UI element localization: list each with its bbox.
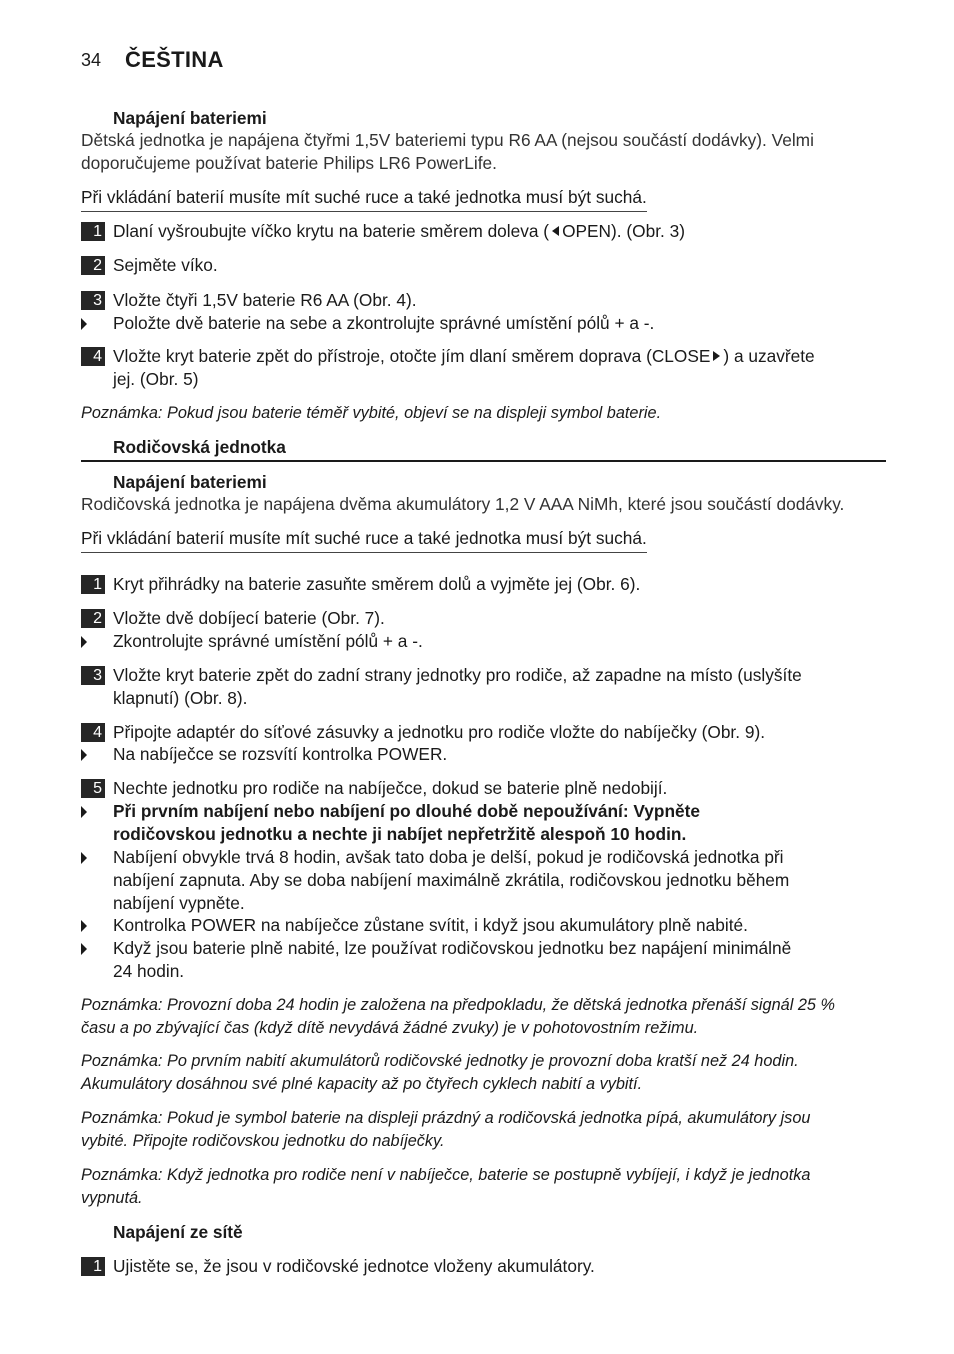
section-heading-battery-power: Napájení bateriemi	[113, 108, 267, 128]
bullet-text-continued: nabíjení vypněte.	[113, 893, 245, 913]
step-text: Kryt přihrádky na baterie zasuňte směrem dolů a vyjměte jej (Obr. 6).	[113, 574, 641, 594]
step-item	[81, 254, 886, 277]
step-number: 1	[81, 575, 105, 594]
step-text-continued: klapnutí) (Obr. 8).	[113, 688, 248, 708]
bullet-icon	[81, 318, 87, 330]
bullet-icon	[81, 943, 87, 955]
step-text: Sejměte víko.	[113, 255, 218, 275]
arrow-left-icon	[552, 226, 559, 236]
intro-line: Dětská jednotka je napájena čtyřmi 1,5V bateriemi typu R6 AA (nejsou součástí dodávky). Velmi	[81, 130, 814, 150]
bullet-item	[81, 914, 886, 937]
step-number: 5	[81, 779, 105, 798]
step-number: 4	[81, 347, 105, 366]
note	[81, 994, 886, 1040]
step-text: Připojte adaptér do síťové zásuvky a jednotku pro rodiče vložte do nabíječky (Obr. 9).	[113, 722, 765, 742]
note-line: vypnutá.	[81, 1189, 143, 1207]
bullet-text: Položte dvě baterie na sebe a zkontrolujte správné umístění pólů + a -.	[113, 313, 655, 333]
bullet-item	[81, 846, 886, 915]
bullet-text: Při prvním nabíjení nebo nabíjení po dlouhé době nepoužívání: Vypněte	[113, 801, 700, 821]
step-item	[81, 220, 886, 243]
step-text: Nechte jednotku pro rodiče na nabíječce, dokud se baterie plně nedobijí.	[113, 778, 668, 798]
note-line: času a po zbývající čas (když dítě nevydává žádné zvuky) je v pohotovostním režimu.	[81, 1019, 699, 1037]
step-number: 2	[81, 256, 105, 275]
intro-line: doporučujeme používat baterie Philips LR6 PowerLife.	[81, 153, 497, 173]
note	[81, 1050, 886, 1096]
bullet-text: Nabíjení obvykle trvá 8 hodin, avšak tato doba je delší, pokud je rodičovská jednotka při	[113, 847, 784, 867]
step-item	[81, 345, 886, 391]
section-title-parent-unit: Rodičovská jednotka	[113, 437, 286, 457]
note-line: Poznámka: Po prvním nabití akumulátorů rodičovské jednotky je provozní doba kratší než 24 hodin.	[81, 1052, 799, 1070]
warning-text: Při vkládání baterií musíte mít suché ruce a také jednotka musí být suchá.	[81, 186, 647, 212]
step-number: 3	[81, 666, 105, 685]
step-item	[81, 607, 886, 630]
bullet-text-continued: rodičovskou jednotku a nechte ji nabíjet nepřetržitě alespoň 10 hodin.	[113, 824, 687, 844]
note: Poznámka: Pokud jsou baterie téměř vybité, objeví se na displeji symbol baterie.	[81, 404, 662, 422]
step-number: 1	[81, 1257, 105, 1276]
bullet-icon	[81, 852, 87, 864]
step-text: Vložte dvě dobíjecí baterie (Obr. 7).	[113, 608, 385, 628]
step-item	[81, 1255, 886, 1278]
section-heading-mains-power: Napájení ze sítě	[113, 1222, 243, 1242]
note-line: vybité. Připojte rodičovskou jednotku do nabíječky.	[81, 1132, 445, 1150]
step-item	[81, 573, 886, 596]
warning-text: Při vkládání baterií musíte mít suché ruce a také jednotka musí být suchá.	[81, 527, 647, 553]
step-text: Vložte kryt baterie zpět do zadní strany jednotky pro rodiče, až zapadne na místo (uslyšíte	[113, 665, 802, 685]
bullet-icon	[81, 636, 87, 648]
bullet-item	[81, 937, 886, 983]
bullet-icon	[81, 806, 87, 818]
step-item	[81, 721, 886, 744]
step-number: 4	[81, 723, 105, 742]
page-title: ČEŠTINA	[125, 47, 224, 72]
bullet-item	[81, 312, 886, 335]
bullet-item	[81, 630, 886, 653]
note-line: Poznámka: Když jednotka pro rodiče není v nabíječce, baterie se postupně vybíjejí, i když je jednotka	[81, 1166, 811, 1184]
bullet-item	[81, 800, 886, 846]
step-text: Dlaní vyšroubujte víčko krytu na baterie směrem doleva ( OPEN). (Obr. 3)	[113, 221, 685, 241]
bullet-text: Na nabíječce se rozsvítí kontrolka POWER.	[113, 744, 448, 764]
note-line: Akumulátory dosáhnou své plné kapacity až po čtyřech cyklech nabití a vybití.	[81, 1075, 643, 1093]
bullet-text-continued: 24 hodin.	[113, 961, 185, 981]
step-text-continued: jej. (Obr. 5)	[113, 369, 199, 389]
bullet-icon	[81, 920, 87, 932]
section-divider	[81, 460, 886, 462]
bullet-text: Zkontrolujte správné umístění pólů + a -.	[113, 631, 423, 651]
bullet-text-continued: nabíjení zapnuta. Aby se doba nabíjení maximálně zkrátila, rodičovskou jednotku během	[113, 870, 790, 890]
intro-paragraph: Rodičovská jednotka je napájena dvěma akumulátory 1,2 V AAA NiMh, které jsou součástí dodávky.	[81, 494, 845, 514]
step-item	[81, 289, 886, 312]
step-item	[81, 664, 886, 710]
bullet-text: Když jsou baterie plně nabité, lze používat rodičovskou jednotku bez napájení minimálně	[113, 938, 792, 958]
arrow-right-icon	[713, 351, 720, 361]
step-number: 2	[81, 609, 105, 628]
bullet-text: Kontrolka POWER na nabíječce zůstane svítit, i když jsou akumulátory plně nabité.	[113, 915, 748, 935]
step-number: 1	[81, 222, 105, 241]
note-line: Poznámka: Provozní doba 24 hodin je založena na předpokladu, že dětská jednotka přenáší signál 25 %	[81, 996, 835, 1014]
bullet-item	[81, 743, 886, 766]
intro-paragraph	[81, 129, 886, 175]
note-line: Poznámka: Pokud je symbol baterie na displeji prázdný a rodičovská jednotka pípá, akumulátory jsou	[81, 1109, 811, 1127]
note	[81, 1107, 886, 1153]
note	[81, 1164, 886, 1210]
step-item	[81, 777, 886, 800]
page-number: 34	[81, 50, 102, 70]
section-heading-battery-power: Napájení bateriemi	[113, 472, 267, 492]
step-text: Vložte kryt baterie zpět do přístroje, otočte jím dlaní směrem doprava (CLOSE ) a uzavřete	[113, 346, 815, 366]
step-number: 3	[81, 291, 105, 310]
step-text: Ujistěte se, že jsou v rodičovské jednotce vloženy akumulátory.	[113, 1256, 595, 1276]
step-text: Vložte čtyři 1,5V baterie R6 AA (Obr. 4).	[113, 290, 417, 310]
bullet-icon	[81, 749, 87, 761]
